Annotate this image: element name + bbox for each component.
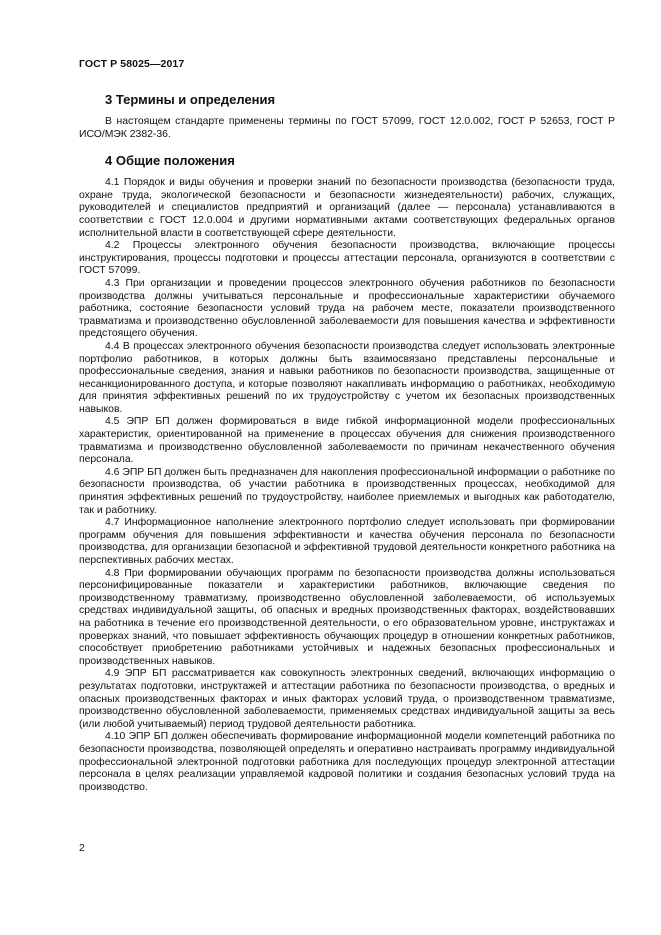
paragraph-4-2: 4.2 Процессы электронного обучения безопасности производства, включающие процессы инструктирования, процессы подготовки и процессы аттестации персонала, организуются в соответствии с ГОСТ 57099. (79, 240, 615, 277)
section-4-title: 4 Общие положения (105, 153, 235, 169)
paragraph-4-4: 4.4 В процессах электронного обучения безопасности производства следует использовать электронные портфолио работников, в которых должны быть взаимосвязано представлены персональные и профессиональные сведения, знания и навыки работников по безопасности производства, защищенные от несанкционированного доступа, и которые позволяют накапливать информацию о работниках, необходимую для принятия эффективных решений по их трудоустройству с учетом их безопасных производственных навыков. (79, 340, 615, 415)
paragraph-4-1: 4.1 Порядок и виды обучения и проверки знаний по безопасности производства (безопасности труда, охране труда, экологической безопасности и безопасности жизнедеятельности) рабочих, служащих, руководителей и специалистов предприятий и организаций (далее — персонала) устанавливаются в соответствии с ГОСТ 12.0.004 и другими нормативными актами соответствующих федеральных органов исполнительной власти в соответствующей сфере деятельности. (79, 177, 615, 239)
paragraph-4-6: 4.6 ЭПР БП должен быть предназначен для накопления профессиональной информации о работнике по безопасности производства, об участии работника в производственных процессах, необходимой для принятия эффективных решений по трудоустройству, наиболее приемлемых и выгодных как работодателю, так и работнику. (79, 466, 615, 516)
document-body (79, 92, 615, 794)
section-3-title: 3 Термины и определения (105, 92, 276, 107)
paragraph-4-7: 4.7 Информационное наполнение электронного портфолио следует использовать при формировании программ обучения для повышения эффективности и качества обучения персонала по безопасности производства, для организации безопасной и эффективной трудовой деятельности конкретного работника на перспективных рабочих местах. (79, 517, 615, 566)
paragraph-4-5: 4.5 ЭПР БП должен формироваться в виде гибкой информационной модели профессиональных характеристик, ориентированной на применение в процессах обучения для снижения производственного травматизма и производственно обусловленной заболеваемости по причинам некачественного обучения персонала. (79, 416, 615, 466)
paragraph-4-8: 4.8 При формировании обучающих программ по безопасности производства должны использоваться персонифицированные показатели и характеристики работников, включающие сведения по производственному травматизму, производственно обусловленной заболеваемости, об используемых средствах индивидуальной защиты, об опасных и вредных производственных факторах, воздействовавших на работника в течение его производственной деятельности, о его образовательном уровне, инструктажах и проверках знаний, что повышает эффективность обучающих процедур в отношении конкретных работников, способствует приобретению работниками устойчивых и надежных безопасных профессиональных и производственных навыков. (79, 567, 615, 667)
page-number: 2 (79, 842, 85, 854)
paragraph-4-3: 4.3 При организации и проведении процессов электронного обучения работников по безопасности производства должны учитываться персональные и профессиональные характеристики обучаемого работника, состояние безопасности условий труда на рабочем месте, показатели производственного травматизма и производственно обусловленной заболеваемости для повышения качества и эффективности предстоящего обучения. (79, 277, 615, 340)
document-header: ГОСТ Р 58025—2017 (79, 58, 185, 70)
paragraph-4-10: 4.10 ЭПР БП должен обеспечивать формирование информационной модели компетенций работника по безопасности производства, позволяющей определять и оперативно настраивать программу индивидуальной профессиональной электронной подготовки работника для последующих процедур электронной аттестации персонала в целях реализации управляемой кадровой политики и создания безопасных условий труда на производство. (79, 731, 615, 793)
section-3-text: В настоящем стандарте применены термины по ГОСТ 57099, ГОСТ 12.0.002, ГОСТ Р 52653, ГОСТ Р ИСО/МЭК 2382-36. (79, 116, 615, 140)
paragraph-4-9: 4.9 ЭПР БП рассматривается как совокупность электронных сведений, включающих информацию о результатах подготовки, инструктажей и аттестации работника по безопасности производства, о вредных и опасных производственных факторах и иных факторах условий труда, о производственном травматизме, производственно обусловленной заболеваемости, применяемых средствах индивидуальной защиты за весь (или любой учитываемый) период трудовой деятельности работника. (79, 668, 615, 730)
